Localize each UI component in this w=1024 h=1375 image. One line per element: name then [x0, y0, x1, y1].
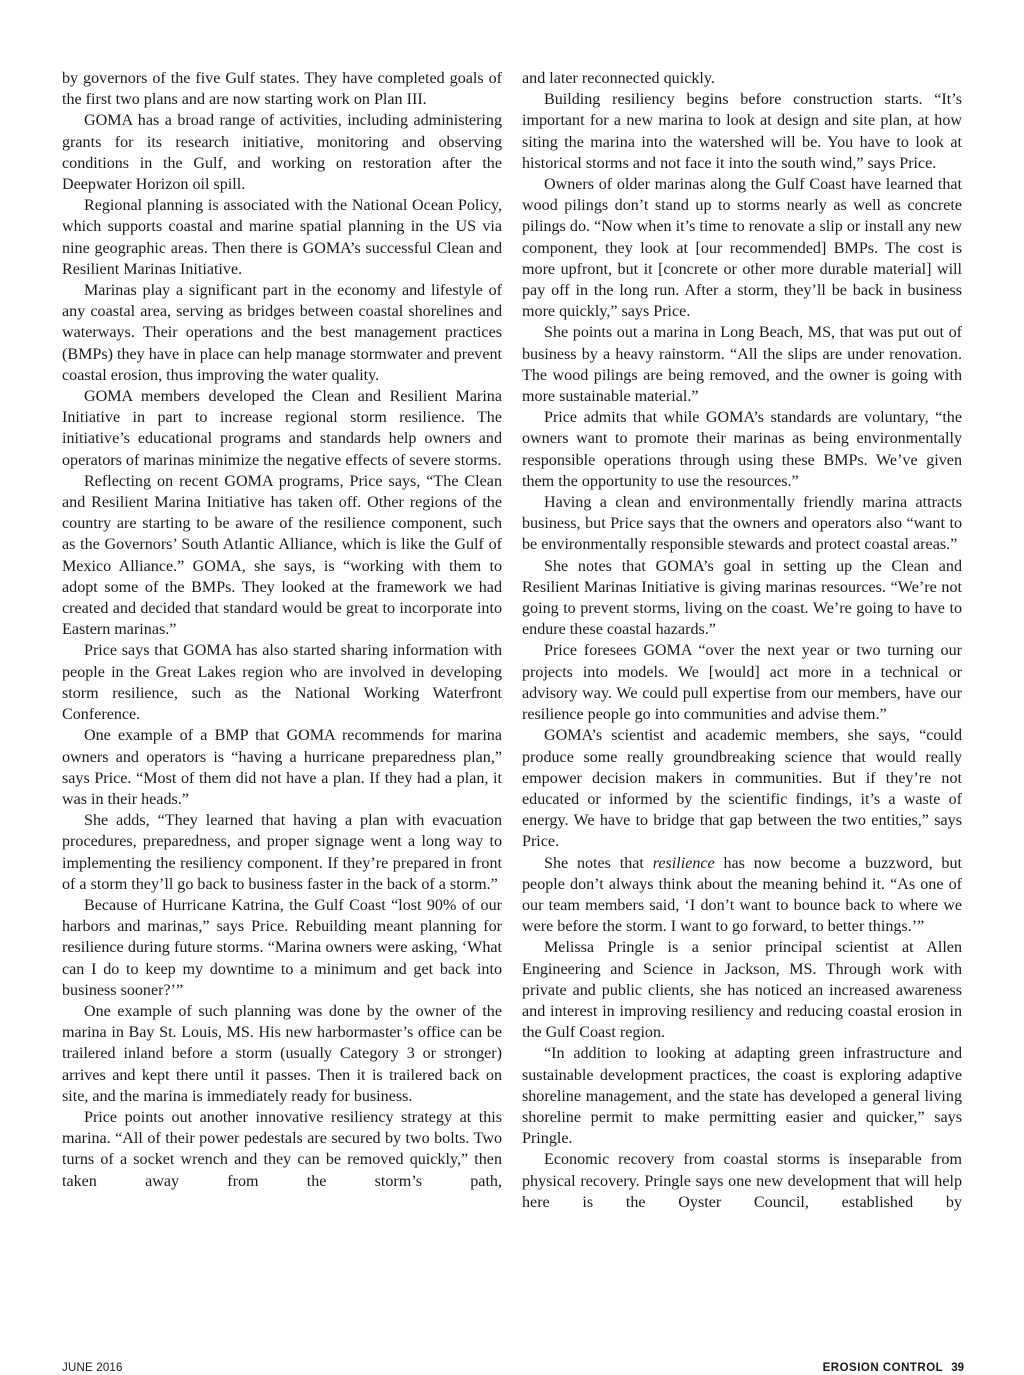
- paragraph: GOMA’s scientist and academic members, she says, “could produce some really groundbreaking science that would really empower decision makers in communities. But if they’re not educated or informed by the scientific findings, it’s a waste of energy. We have to bridge that gap between the two entities,” says Price.: [522, 727, 962, 851]
- paragraph: Price admits that while GOMA’s standards are voluntary, “the owners want to promote their marinas as being environmentally responsible operations through using these BMPs. We’ve given them the opportunity to use the resources.”: [522, 409, 962, 490]
- footer-masthead: [823, 1361, 964, 1375]
- paragraph: She notes that resilience has now become a buzzword, but people don’t always think about the meaning behind it. “As one of our team members said, ‘I don’t want to bounce back to where we were before the storm. I want to go forward, to better things.’”: [522, 854, 962, 936]
- paragraph: by governors of the five Gulf states. They have completed goals of the first two plans and are now starting work on Plan III.: [62, 70, 502, 109]
- paragraph: Marinas play a significant part in the economy and lifestyle of any coastal area, serving as bridges between coastal shorelines and waterways. Their operations and the best management practices (BMPs) they have in place can help manage stormwater and prevent coastal erosion, thus improving the water quality.: [62, 282, 502, 384]
- paragraph: Price points out another innovative resiliency strategy at this marina. “All of their power pedestals are secured by two bolts. Two turns of a socket wrench and they can be removed quickly,” then taken away from the storm’s path,: [62, 1108, 502, 1190]
- paragraph: “In addition to looking at adapting green infrastructure and sustainable development practices, the coast is exploring adaptive shoreline management, and the state has developed a general living shoreline permit to make permitting easier and quicker,” says Pringle.: [522, 1045, 962, 1148]
- page-number: 39: [951, 1362, 964, 1374]
- paragraph: One example of a BMP that GOMA recommends for marina owners and operators is “having a hurricane preparedness plan,” says Price. “Most of them did not have a plan. If they had a plan, it was in their heads.”: [62, 727, 502, 808]
- paragraph: GOMA members developed the Clean and Resilient Marina Initiative in part to increase regional storm resilience. The initiative’s educational programs and standards help owners and operators of marinas minimize the negative effects of severe storms.: [62, 388, 502, 469]
- paragraph: Regional planning is associated with the National Ocean Policy, which supports coastal and marine spatial planning in the US via nine geographic areas. Then there is GOMA’s successful Clean and Resilient Marinas Initiative.: [62, 197, 502, 278]
- paragraph: Price says that GOMA has also started sharing information with people in the Great Lakes region who are involved in developing storm resilience, such as the National Working Waterfront Conference.: [62, 642, 502, 724]
- footer-date: JUNE 2016: [62, 1362, 123, 1374]
- paragraph: and later reconnected quickly.: [522, 70, 715, 87]
- paragraph: GOMA has a broad range of activities, including administering grants for its research initiative, monitoring and observing conditions in the Gulf, and working on restoration after the Deepwater Horizon oil spill.: [62, 112, 502, 194]
- paragraph: She notes that GOMA’s goal in setting up the Clean and Resilient Marinas Initiative is giving marinas resources. “We’re not going to prevent storms, living on the coast. We’re going to have to endure these coastal hazards.”: [522, 557, 962, 639]
- paragraph: One example of such planning was done by the owner of the marina in Bay St. Louis, MS. His new harbormaster’s office can be trailered inland before a storm (usually Category 3 or stronger) arrives and kept there until it passes. Then it is trailered back on site, and the marina is immediately ready for business.: [62, 1002, 502, 1105]
- paragraph: Reflecting on recent GOMA programs, Price says, “The Clean and Resilient Marina Initiative has taken off. Other regions of the country are starting to be aware of the resilience component, such as the Governors’ South Atlantic Alliance, which is like the Gulf of Mexico Alliance.” GOMA, she says, is “working with them to adopt some of the BMPs. They looked at the framework we had created and decided that standard would be great to incorporate into Eastern marinas.”: [62, 472, 502, 639]
- paragraph: Economic recovery from coastal storms is inseparable from physical recovery. Pringle says one new development that will help here is the Oyster Council, established by: [522, 1151, 962, 1211]
- paragraph: Owners of older marinas along the Gulf Coast have learned that wood pilings don’t stand up to storms nearly as well as concrete pilings do. “Now when it’s time to renovate a slip or install any new component, they look at [our recommended] BMPs. The cost is more upfront, but it [concrete or other more durable material] will pay off in the long run. After a storm, they’ll be back in business more quickly,” says Price.: [522, 176, 962, 321]
- left-column: [62, 68, 502, 1192]
- right-column: [522, 68, 962, 1213]
- paragraph: She points out a marina in Long Beach, MS, that was put out of business by a heavy rainstorm. “All the slips are under renovation. The wood pilings are being removed, and the owner is going with more sustainable material.”: [522, 324, 962, 406]
- paragraph: Melissa Pringle is a senior principal scientist at Allen Engineering and Science in Jackson, MS. Through work with private and public clients, she has noticed an increased awareness and interest in improving resiliency and reducing coastal erosion in the Gulf Coast region.: [522, 939, 962, 1042]
- paragraph: Price foresees GOMA “over the next year or two turning our projects into models. We [would] act more in a technical or advisory way. We could pull expertise from our members, have our resilience people go into communities and advise them.”: [522, 642, 962, 724]
- footer-magazine-name: EROSION CONTROL: [822, 1362, 944, 1374]
- paragraph: Building resiliency begins before construction starts. “It’s important for a new marina to look at design and site plan, at how siting the marina into the watershed will be. You have to look at historical storms and not face it into the south wind,” says Price.: [522, 91, 962, 172]
- paragraph: She adds, “They learned that having a plan with evacuation procedures, preparedness, and proper signage went a long way to implementing the resiliency component. If they’re prepared in front of a storm they’ll go back to business faster in the back of a storm.”: [62, 812, 502, 893]
- paragraph: Because of Hurricane Katrina, the Gulf Coast “lost 90% of our harbors and marinas,” says Price. Rebuilding meant planning for resilience during future storms. “Marina owners were asking, ‘What can I do to keep my downtime to a minimum and get back into business sooner?’”: [62, 896, 502, 999]
- paragraph: Having a clean and environmentally friendly marina attracts business, but Price says that the owners and operators also “want to be environmentally responsible stewards and protect coastal areas.”: [522, 494, 962, 554]
